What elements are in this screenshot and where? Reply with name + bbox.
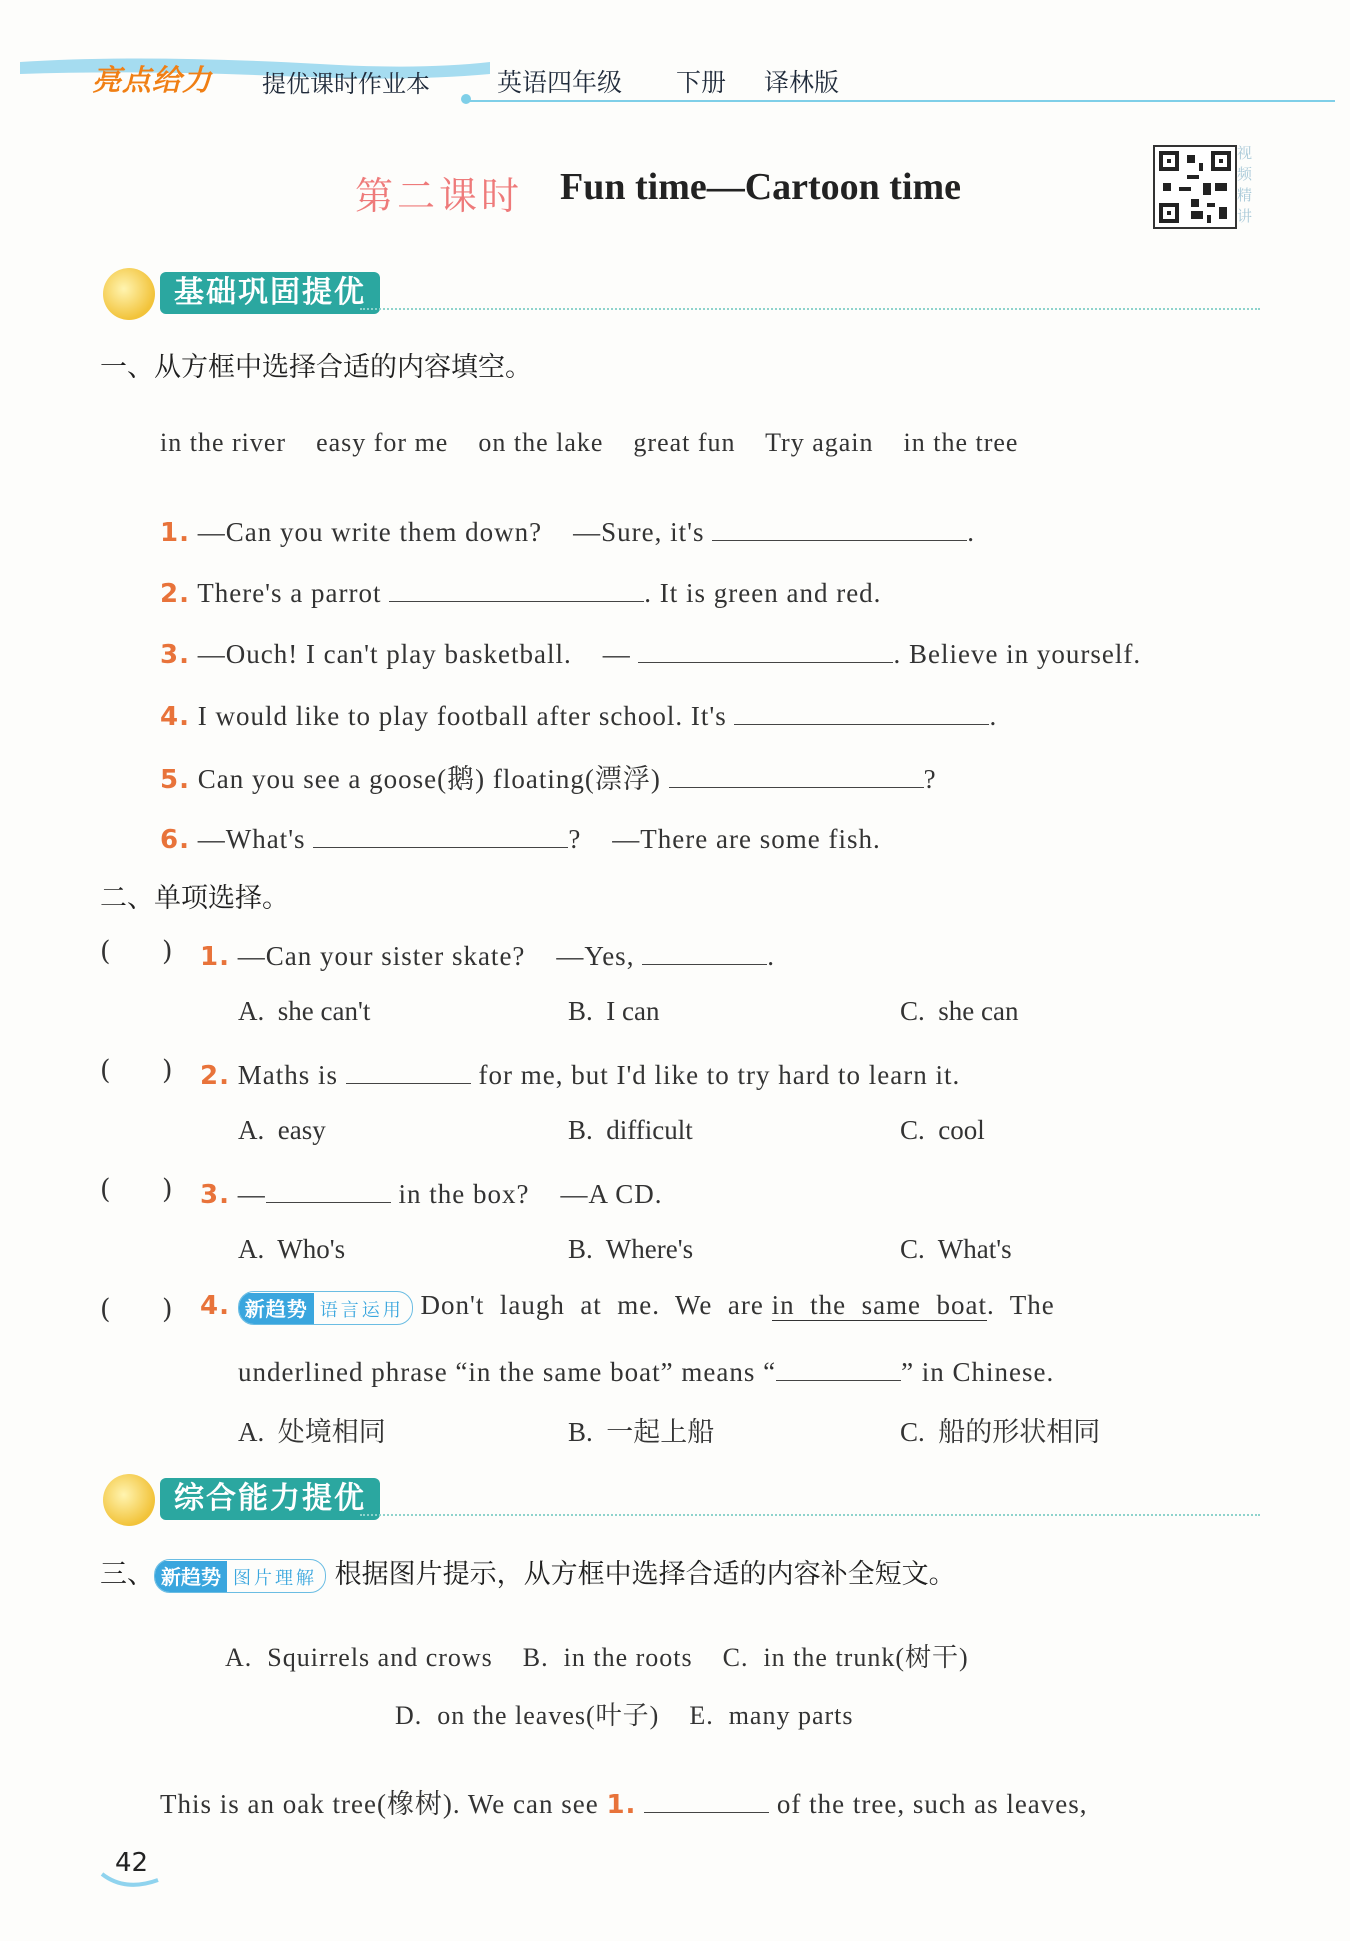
option-c[interactable]: C. What's [900,1234,1012,1264]
fill-item-4 [160,696,997,732]
item-text: Maths is [237,1060,338,1090]
item-text: ” in Chinese. [901,1357,1055,1387]
choice-question-2 [200,1055,960,1091]
item-number: 2. [200,1061,230,1091]
part3-instruction: 根据图片提示，从方框中选择合适的内容补全短文。 [334,1559,956,1590]
item-text: . [767,941,775,971]
option-a[interactable]: A. she can't [238,996,371,1026]
part2-heading: 二、单项选择。 [100,883,289,914]
trend-tag [154,1559,326,1593]
item-text: Can you see a goose(鹅) floating(漂浮) [197,764,661,794]
answer-paren[interactable]: ( ) [100,1055,173,1086]
option-b[interactable]: B. I can [568,996,660,1026]
brand-logo: 亮点给力 [92,63,213,97]
item-number: 3. [200,1180,230,1210]
item-text: ? [923,764,937,794]
item-text: for me, but I'd like to try hard to learn it. [478,1060,961,1090]
choice-question-4 [200,1290,1055,1325]
section2-divider [360,1514,1260,1516]
answer-blank[interactable] [266,1174,391,1203]
item-text: underlined phrase “in the same boat” means “ [238,1357,777,1387]
edition-label: 译林版 [764,68,840,97]
option-c[interactable]: C. cool [900,1115,985,1145]
item-text: — [237,1179,266,1209]
option-c[interactable]: C. 船的形状相同 [900,1417,1101,1447]
option-box-line1: A. Squirrels and crows B. in the roots C. in the trunk(树干) [225,1643,969,1672]
item-number: 1. [160,518,190,548]
item-text: —What's [197,824,306,854]
trophy-icon [103,1474,155,1526]
choice-question-1 [200,936,775,972]
item-text: . [967,517,976,547]
item-text: ? —There are some fish. [568,824,881,854]
section2-banner: 综合能力提优 [160,1478,380,1520]
tag-sublabel: 语言运用 [319,1299,404,1321]
option-a[interactable]: A. 处境相同 [238,1417,386,1447]
option-a[interactable]: A. Who's [238,1234,346,1264]
grade-label: 英语四年级 [497,68,623,97]
item-number: 3. [160,640,190,670]
answer-blank[interactable] [734,696,989,725]
item-number: 1. [606,1790,637,1820]
part3-heading [100,1552,956,1593]
item-text: . It is green and red. [644,578,882,608]
lesson-number: 第二课时 [355,174,524,218]
answer-paren[interactable]: ( ) [100,936,173,967]
passage-line [160,1782,1088,1821]
answer-blank[interactable] [638,634,893,663]
option-b[interactable]: B. Where's [568,1234,694,1264]
item-text: . Believe in yourself. [893,639,1142,669]
item-number: 1. [200,942,230,972]
item-text: —Can you write them down? —Sure, it's [197,517,705,547]
qr-code-icon[interactable] [1153,145,1237,229]
part1-heading: 一、从方框中选择合适的内容填空。 [100,352,532,383]
item-number: 2. [160,579,190,609]
item-text: —Can your sister skate? —Yes, [237,941,635,971]
item-text: Don't laugh at me. We are [420,1290,764,1320]
answer-blank[interactable] [642,936,767,965]
section1-divider [360,308,1260,310]
option-b[interactable]: B. 一起上船 [568,1417,715,1447]
page-number: 42 [115,1848,149,1878]
answer-blank[interactable] [346,1055,471,1084]
choice-question-3 [200,1174,662,1210]
fill-item-5 [160,757,937,796]
tag-label: 新趋势 [239,1293,314,1325]
part3-prefix: 三、 [100,1559,154,1590]
answer-paren[interactable]: ( ) [100,1294,173,1325]
item-text: . [989,701,998,731]
tag-sublabel: 图片理解 [233,1567,317,1589]
answer-blank[interactable] [669,759,924,788]
fill-item-2 [160,573,881,609]
item-number: 6. [160,825,190,855]
answer-blank[interactable] [776,1352,901,1381]
lesson-title: Fun time—Cartoon time [560,166,962,208]
fill-item-1 [160,512,975,548]
item-number: 5. [160,765,190,795]
item-text: . The [987,1290,1055,1320]
answer-paren[interactable]: ( ) [100,1174,173,1205]
answer-blank[interactable] [712,512,967,541]
item-text: I would like to play football after school. It's [197,701,727,731]
word-box: in the river easy for me on the lake great fun Try again in the tree [160,428,1019,457]
choice-question-4-line2 [238,1352,1054,1388]
option-a[interactable]: A. easy [238,1115,326,1145]
qr-label: 视频精讲 [1237,144,1253,225]
item-number: 4. [200,1291,230,1321]
answer-blank[interactable] [389,573,644,602]
header-dot [461,94,471,104]
section1-banner: 基础巩固提优 [160,272,380,314]
underlined-phrase: in the same boat [771,1290,988,1320]
volume-label: 下册 [676,68,727,97]
fill-item-3 [160,634,1141,670]
fill-item-6 [160,819,881,855]
book-subtitle: 提优课时作业本 [262,70,430,98]
answer-blank[interactable] [313,819,568,848]
answer-blank[interactable] [644,1784,769,1813]
item-number: 4. [160,702,190,732]
tag-label: 新趋势 [155,1561,227,1593]
item-text: —Ouch! I can't play basketball. — [197,639,631,669]
passage-text: of the tree, such as leaves, [776,1789,1088,1819]
item-text: There's a parrot [197,578,382,608]
option-b[interactable]: B. difficult [568,1115,693,1145]
page-swoosh [100,1862,160,1892]
header-divider [465,100,1335,102]
book-icon [103,268,155,320]
passage-text: This is an oak tree(橡树). We can see [160,1789,599,1819]
option-c[interactable]: C. she can [900,996,1019,1026]
option-box-line2: D. on the leaves(叶子) E. many parts [395,1701,854,1730]
trend-tag [238,1291,413,1325]
item-text: in the box? —A CD. [398,1179,663,1209]
